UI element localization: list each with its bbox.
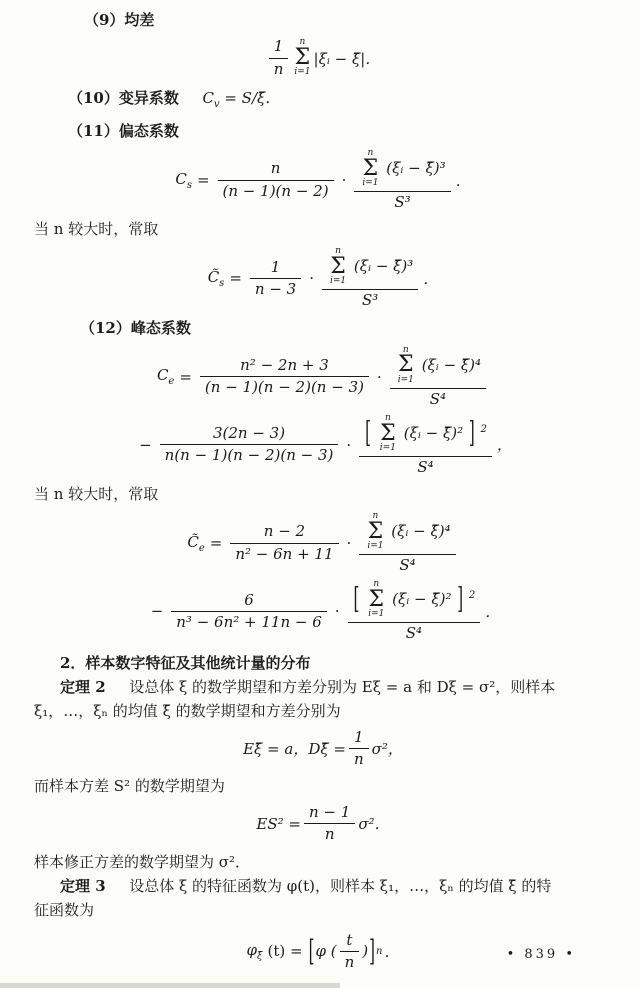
exponent: 2: [468, 590, 476, 602]
kurtosis-formula-line-2: [34, 414, 612, 476]
summation: n Σ i=1: [397, 344, 414, 385]
fraction: $\frac{\text{n² − 2n + 3}}{(n - 1)(n - 2)(n - 3)}$: [200, 357, 369, 397]
frac-denominator: n: [269, 58, 289, 78]
summation: n Σ i=1: [329, 246, 347, 287]
fraction: n Σ i=1 (ξᵢ − ξ̄)⁴ S⁴: [359, 512, 455, 574]
punctuation: ．: [455, 171, 471, 190]
dot-operator: ·: [309, 269, 314, 288]
sum-lower-limit: i=1: [294, 67, 311, 78]
fraction: $\frac{n - 2}{\text{n² − 6n + 11}}$: [230, 523, 338, 563]
fraction: n Σ i=1 (ξᵢ − ξ̄)³ S³: [354, 149, 450, 211]
section-11-heading: （11）偏态系数: [68, 122, 179, 141]
punctuation: ．: [423, 269, 439, 288]
formula-expression: |ξᵢ − ξ̄|．: [313, 49, 381, 68]
formula-lhs: $C̃_s$: [207, 267, 225, 289]
fraction: t n: [340, 932, 360, 972]
section-9-heading: （9）均差: [84, 11, 155, 29]
formula-lhs: $C_e$: [156, 366, 175, 388]
punctuation: ，: [496, 436, 512, 455]
page-number: • 839 •: [506, 947, 576, 962]
dot-operator: ·: [346, 435, 352, 454]
formula-expression: (ξᵢ − ξ̄)²: [392, 590, 452, 609]
formula-rhs: σ²，: [371, 739, 403, 758]
fraction: $\frac{6}{\text{n³ − 6n² + 11n − 6}}$: [171, 592, 327, 632]
theorem-2-line-1: 定理 2 设总体 ξ 的数学期望和方差分别为 Eξ = a 和 Dξ = σ²，则样本: [60, 677, 556, 696]
exponent: 2: [480, 423, 487, 435]
formula-lhs: $\varphi_{\xī}$: [246, 940, 263, 962]
formula-lhs: ES² =: [256, 814, 301, 833]
minus-sign: −: [139, 435, 152, 454]
summation: n Σ i=1: [368, 579, 385, 620]
open-bracket: [: [308, 934, 315, 969]
fraction: n Σ i=1 (ξᵢ − ξ̄)³ S³: [322, 247, 418, 309]
fraction: $\frac{3(2n - 3)}{n(n - 1)(n - 2)(n - 3)}$: [160, 425, 339, 465]
section-2-heading: 2．样本数字特征及其他统计量的分布: [60, 653, 311, 672]
skewness-approx-formula: [34, 247, 612, 309]
frac-numerator: 1: [273, 37, 284, 56]
theorem-2-line-2: ξ₁，…，ξₙ 的均值 ξ̄ 的数学期望和方差分别为: [34, 701, 341, 720]
sample-variance-expectation-formula: [34, 804, 612, 844]
dot-operator: ·: [341, 171, 347, 190]
kurtosis-approx-formula-line-2: [34, 580, 612, 642]
fraction: $\frac{n - 1}{n}$: [304, 804, 355, 844]
corrected-variance-line: 样本修正方差的数学期望为 σ²．: [34, 852, 251, 871]
summation: [294, 38, 310, 78]
close-bracket: ]: [468, 415, 475, 450]
sigma-icon: Σ: [368, 587, 385, 613]
sigma-icon: Σ: [380, 420, 396, 446]
sigma-icon: Σ: [294, 44, 311, 70]
formula-lhs: $C̃_e$: [187, 532, 205, 554]
close-bracket: ]: [457, 581, 464, 616]
approx-note-1: 当 n 较大时，常取: [34, 220, 159, 239]
exponent: n: [376, 945, 383, 957]
fraction: n Σ i=1 (ξᵢ − ξ̄)⁴ S⁴: [390, 346, 486, 408]
mean-deviation-formula: [34, 38, 612, 78]
sample-variance-line: 而样本方差 S² 的数学期望为: [34, 777, 225, 796]
formula-lhs: $C_s$: [175, 169, 192, 191]
sigma-icon: Σ: [330, 254, 346, 280]
formula-mid: (t) =: [267, 942, 303, 961]
open-bracket: [: [365, 415, 371, 450]
formula-expression: (ξᵢ − ξ̄)³: [386, 159, 446, 178]
open-bracket: [: [353, 581, 360, 616]
scan-artifact: [0, 983, 340, 988]
punctuation: ．: [384, 942, 400, 961]
close-bracket: ]: [369, 934, 375, 969]
formula-expression: (ξᵢ − ξ̄)⁴: [391, 522, 451, 541]
equals-sign: =: [209, 534, 223, 553]
fraction: [269, 38, 289, 78]
punctuation: ．: [485, 602, 501, 621]
sigma-icon: Σ: [398, 352, 414, 378]
dot-operator: ·: [346, 534, 352, 553]
dot-operator: ·: [376, 367, 382, 386]
fraction: [ n Σ i=1 (ξᵢ − ξ̄)² ] $^2$ S⁴: [348, 580, 481, 642]
theorem-3-line-1: 定理 3 设总体 ξ 的特征函数为 φ(t)，则样本 ξ₁，…，ξₙ 的均值 ξ̄ 的特: [60, 876, 552, 895]
section-10-line: [34, 86, 612, 117]
skewness-formula: [34, 149, 612, 211]
formula-expression: (ξᵢ − ξ̄)²: [403, 423, 464, 442]
summation: n Σ i=1: [379, 412, 396, 453]
theorem-2-label: 定理 2: [60, 677, 106, 696]
fraction: [ n Σ i=1 (ξᵢ − ξ̄)² ] $^2$ S⁴: [359, 414, 492, 476]
minus-sign: −: [150, 602, 164, 621]
formula-lhs: Eξ̄ = a，Dξ̄ =: [243, 739, 346, 758]
section-10-heading: （10）变异系数: [68, 89, 179, 108]
formula-rhs: σ²．: [358, 815, 390, 834]
close-paren: ): [362, 942, 369, 961]
theorem-3-line-2: 征函数为: [34, 900, 95, 919]
fraction: $\frac{1}{n - 3}$: [250, 259, 301, 299]
kurtosis-formula-line-1: [34, 346, 612, 408]
summation: n Σ i=1: [367, 511, 384, 552]
section-12-heading: （12）峰态系数: [80, 318, 191, 337]
approx-note-2: 当 n 较大时，常取: [34, 485, 159, 504]
inner-function: φ (: [315, 942, 337, 961]
summation: n Σ i=1: [362, 148, 379, 189]
equals-sign: =: [229, 269, 242, 288]
theorem-3-label: 定理 3: [60, 876, 106, 895]
mean-variance-formula: [34, 729, 612, 769]
equals-sign: =: [196, 171, 210, 190]
formula-expression: (ξᵢ − ξ̄)³: [353, 257, 414, 276]
fraction: $\frac{n}{(n - 1)(n - 2)}$: [218, 160, 334, 200]
kurtosis-approx-formula-line-1: [34, 512, 612, 574]
sigma-icon: Σ: [362, 155, 379, 181]
cv-equation: $C_v$ = S/ξ̄．: [202, 89, 281, 111]
formula-expression: (ξᵢ − ξ̄)⁴: [421, 355, 482, 374]
sum-upper-limit: n: [299, 37, 306, 47]
fraction: $\frac{1}{n}$: [349, 729, 369, 769]
sigma-icon: Σ: [367, 518, 384, 544]
equals-sign: =: [179, 367, 192, 386]
dot-operator: ·: [334, 602, 340, 621]
